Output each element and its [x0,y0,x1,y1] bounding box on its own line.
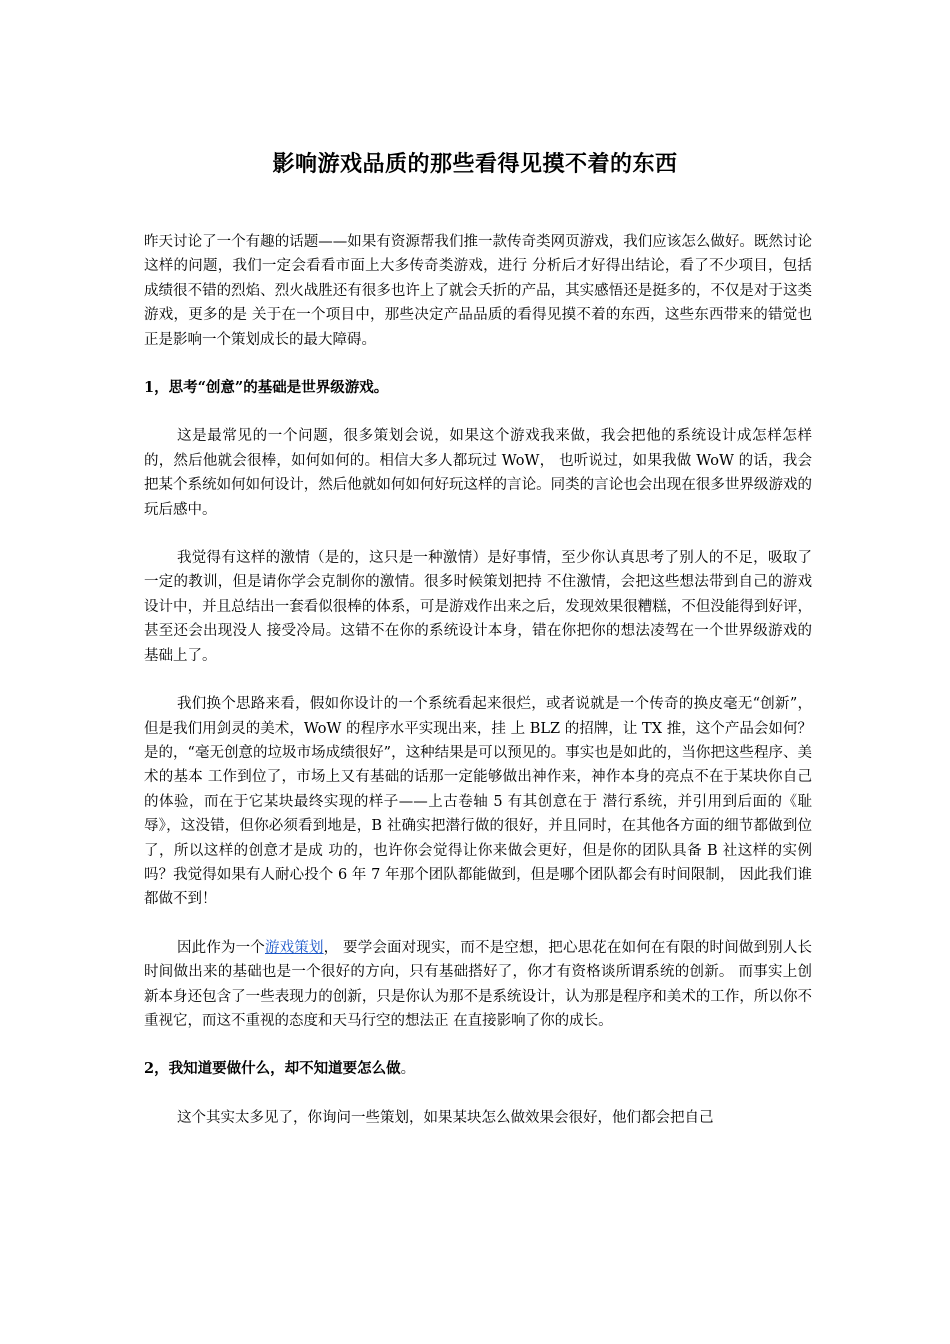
game-design-link[interactable]: 游戏策划 [264,939,324,956]
section-2-heading-period: 。 [400,1061,416,1078]
section-1-paragraph-4 [144,936,812,1034]
document-body [144,230,812,1130]
paragraph-4-trailing-text: ， 要学会面对现实，而不是空想，把心思花在如何在有限的时间做到别人长时间做出来的基础也是一个很好的方向，只有基础搭好了，你才有资格谈所谓系统的创新。 而事实上创新本身还包含了一些表现力的创新，只是你认为那不是系统设计，认为那是程序和美术的工作，所以你不重视它，而这不重视的态度和天马行空的想法正 在直接影响了你的成长。 [144,939,813,1029]
section-2-paragraph-1: 这个其实太多见了，你询问一些策划，如果某块怎么做效果会很好，他们都会把自己 [177,1109,714,1126]
section-2-heading [144,1057,812,1081]
section-1-paragraph-2: 我觉得有这样的激情（是的，这只是一种激情）是好事情，至少你认真思考了别人的不足，吸取了一定的教训，但是请你学会克制你的激情。很多时候策划把持 不住激情，会把这些想法带到自己的游戏设计中，并且总结出一套看似很棒的体系，可是游戏作出来之后，发现效果很糟糕，不但没能得到好评，甚至还会出现没人 接受冷局。这错不在你的系统设计本身，错在你把你的想法凌驾在一个世界级游戏的基础上了。 [144,550,812,664]
section-1-paragraph-3: 我们换个思路来看，假如你设计的一个系统看起来很烂，或者说就是一个传奇的换皮毫无“创新”，但是我们用剑灵的美术，WoW 的程序水平实现出来，挂 上 BLZ 的招牌，让 TX 推，这个产品会如何？是的，“毫无创意的垃圾市场成绩很好”，这种结果是可以预见的。事实也是如此的，当你把这些程序、美术的基本 工作到位了，市场上又有基础的话那一定能够做出神作来，神作本身的亮点不在于某块你自己的体验，而在于它某块最终实现的样子——上古卷轴 5 有其创意在于 潜行系统，并引用到后面的《耻辱》，这没错，但你必须看到地是，B 社确实把潜行做的很好，并且同时，在其他各方面的细节都做到位了，所以这样的创意才是成 功的，也许你会觉得让你来做会更好，但是你的团队具备 B 社这样的实例吗？我觉得如果有人耐心投个 6 年 7 年那个团队都能做到，但是哪个团队都会有时间限制， 因此我们谁都做不到！ [144,696,812,908]
paragraph-4-lead-text: 因此作为一个 [177,939,265,956]
document-title: 影响游戏品质的那些看得见摸不着的东西 [272,151,678,177]
intro-paragraph: 昨天讨论了一个有趣的话题——如果有资源帮我们推一款传奇类网页游戏，我们应该怎么做好。既然讨论这样的问题，我们一定会看看市面上大多传奇类游戏，进行 分析后才好得出结论，看了不少项目，包括成绩很不错的烈焰、烈火战胜还有很多也许上了就会夭折的产品，其实感悟还是挺多的，不仅是对于这类游戏，更多的是 关于在一个项目中，那些决定产品品质的看得见摸不着的东西，这些东西带来的错觉也正是影响一个策划成长的最大障碍。 [144,234,812,348]
section-1-paragraph-1: 这是最常见的一个问题，很多策划会说，如果这个游戏我来做，我会把他的系统设计成怎样怎样的，然后他就会很棒，如何如何的。相信大多人都玩过 WoW， 也听说过，如果我做 WoW 的话，我会把某个系统如何如何设计，然后他就如何如何好玩这样的言论。同类的言论也会出现在很多世界级游戏的玩后感中。 [144,428,812,518]
section-2-heading-text: 2，我知道要做什么，却不知道要怎么做 [144,1060,401,1078]
section-1-heading: 1，思考“创意”的基础是世界级游戏。 [144,379,389,397]
